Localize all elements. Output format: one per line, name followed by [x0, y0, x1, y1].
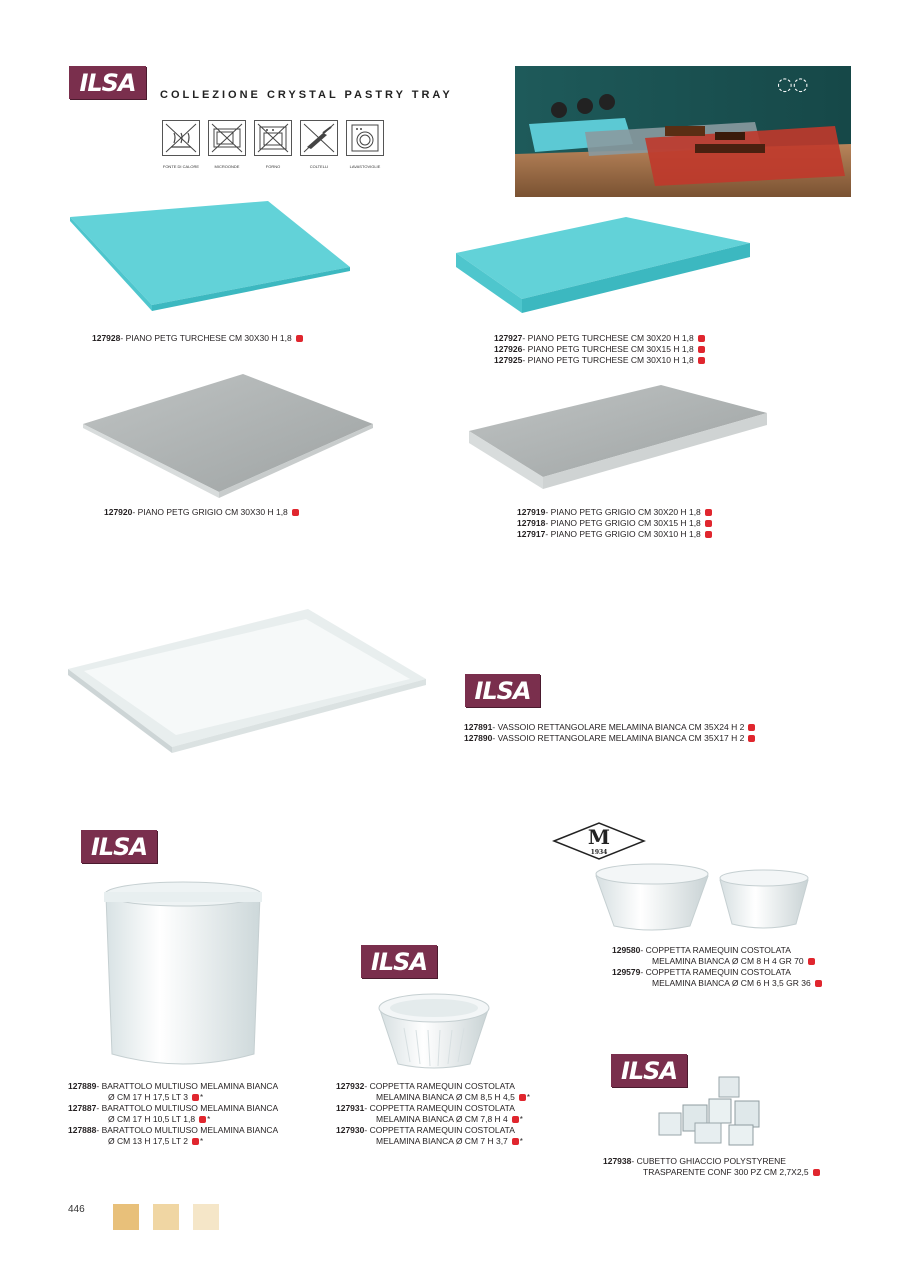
ice-cubes-image	[655, 1075, 773, 1147]
marker-dot	[705, 531, 712, 538]
symbol-label: MICROONDE	[214, 164, 240, 169]
microwave-icon	[208, 120, 246, 156]
dishwasher-icon	[346, 120, 384, 156]
caption-127919-group: 127919 - PIANO PETG GRIGIO CM 30X20 H 1,8 127918 - PIANO PETG GRIGIO CM 30X15 H 1,8 127917 - PIANO PETG GRIGIO CM 30X10 H 1,8	[517, 507, 712, 540]
caption-129580-group: 129580 - COPPETTA RAMEQUIN COSTOLATA MELAMINA BIANCA Ø CM 8 H 4 GR 70 129579 - COPPETTA RAMEQUIN COSTOLATA MELAMINA BIANCA Ø CM 6 H 3,5 GR 36	[612, 945, 822, 989]
marker-star: *	[519, 1137, 523, 1146]
ilsa-logo: ILSA	[465, 674, 540, 707]
marker-dot	[512, 1138, 519, 1145]
tray-turquoise-rect-image	[450, 205, 760, 325]
marker-dot	[748, 735, 755, 742]
marker-dot	[815, 980, 822, 987]
marker-dot	[808, 958, 815, 965]
marker-dot	[705, 509, 712, 516]
knife-icon	[300, 120, 338, 156]
caption-127932-group: 127932 - COPPETTA RAMEQUIN COSTOLATA MELAMINA BIANCA Ø CM 8,5 H 4,5 * 127931 - COPPETTA RAMEQUIN COSTOLATA MELAMINA BIANCA Ø CM 7,8 H 4 * 127930 - COPPETTA RAMEQUIN COSTOLATA MELAMINA BIANCA Ø CM 7 H 3,7 *	[336, 1081, 531, 1146]
caption-127927-group: 127927 - PIANO PETG TURCHESE CM 30X20 H 1,8 127926 - PIANO PETG TURCHESE CM 30X15 H 1,8 127925 - PIANO PETG TURCHESE CM 30X10 H 1,8	[494, 333, 705, 366]
caption-127891-group: 127891 - VASSOIO RETTANGOLARE MELAMINA BIANCA CM 35X24 H 2 127890 - VASSOIO RETTANGOLARE MELAMINA BIANCA CM 35X17 H 2	[464, 722, 755, 744]
ramekin-image	[374, 988, 494, 1072]
color-swatch	[193, 1204, 219, 1230]
usage-symbols	[160, 120, 400, 176]
color-swatch	[153, 1204, 179, 1230]
symbol-label: FONTE DI CALORE	[162, 164, 200, 169]
marker-dot	[698, 335, 705, 342]
color-swatch	[113, 1204, 139, 1230]
svg-text:◌◌: ◌◌	[777, 74, 809, 95]
tray-grey-square-image	[75, 368, 385, 503]
marker-dot	[519, 1094, 526, 1101]
marker-dot	[192, 1138, 199, 1145]
melamine-tray-image	[60, 605, 435, 755]
marker-dot	[199, 1116, 206, 1123]
m1934-letter: M	[587, 825, 611, 849]
symbol-label: LAVASTOVIGLIE	[349, 164, 381, 169]
marker-star: *	[200, 1137, 204, 1146]
marker-star: *	[207, 1115, 211, 1124]
tray-grey-rect-image	[465, 375, 775, 500]
marker-dot	[698, 346, 705, 353]
tray-turquoise-square-image	[60, 195, 360, 325]
marker-star: *	[519, 1115, 523, 1124]
caption-127920: 127920 - PIANO PETG GRIGIO CM 30X30 H 1,8	[104, 507, 299, 518]
m1934-logo	[552, 821, 646, 861]
m1934-year: 1934	[590, 849, 608, 856]
caption-127889-group: 127889 - BARATTOLO MULTIUSO MELAMINA BIANCA Ø CM 17 H 17,5 LT 3 * 127887 - BARATTOLO MULTIUSO MELAMINA BIANCA Ø CM 17 H 10,5 LT 1,8 * 127888 - BARATTOLO MULTIUSO MELAMINA BIANCA Ø CM 13 H 17,5 LT 2 *	[68, 1081, 279, 1146]
ramekins-pair-image	[592, 862, 814, 934]
oven-icon	[254, 120, 292, 156]
jar-image	[98, 878, 268, 1073]
ilsa-logo: ILSA	[361, 945, 437, 978]
marker-dot	[813, 1169, 820, 1176]
marker-dot	[512, 1116, 519, 1123]
caption-127938: 127938 - CUBETTO GHIACCIO POLYSTYRENE TRASPARENTE CONF 300 PZ CM 2,7X2,5	[603, 1156, 820, 1178]
marker-dot	[705, 520, 712, 527]
ilsa-logo: ILSA	[611, 1054, 687, 1087]
ilsa-logo: ILSA	[69, 66, 146, 99]
marker-dot	[292, 509, 299, 516]
marker-star: *	[200, 1093, 204, 1102]
marker-dot	[698, 357, 705, 364]
marker-dot	[296, 335, 303, 342]
heat-source-icon	[162, 120, 200, 156]
ilsa-logo: ILSA	[81, 830, 157, 863]
hero-photo	[515, 66, 851, 197]
caption-127928: 127928 - PIANO PETG TURCHESE CM 30X30 H 1,8	[92, 333, 303, 344]
symbol-label: FORNO	[265, 164, 281, 169]
marker-star: *	[526, 1093, 531, 1102]
page-title: COLLEZIONE CRYSTAL PASTRY TRAY	[160, 89, 453, 101]
marker-dot	[192, 1094, 199, 1101]
page-number: 446	[68, 1204, 85, 1215]
marker-dot	[748, 724, 755, 731]
symbol-label: COLTELLI	[309, 164, 329, 169]
